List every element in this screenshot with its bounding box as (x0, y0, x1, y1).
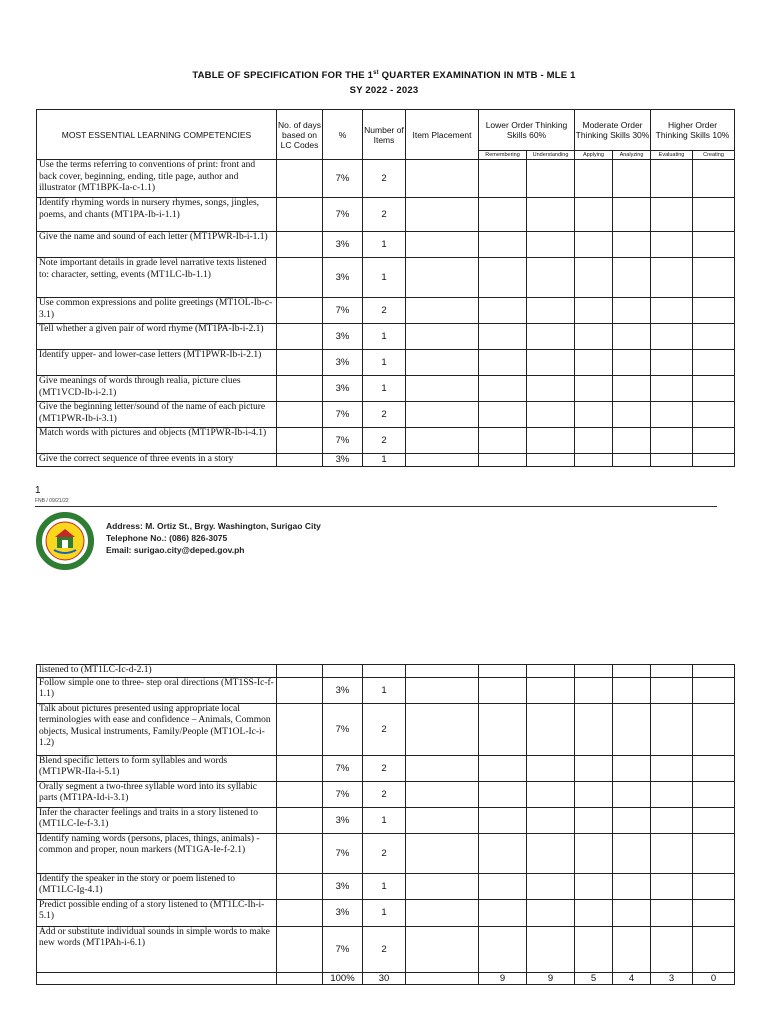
items-cell: 1 (363, 677, 406, 703)
skill-cell (613, 454, 651, 467)
percent-cell: 7% (323, 926, 363, 972)
skill-cell (693, 677, 735, 703)
skill-cell (613, 428, 651, 454)
skill-cell (527, 873, 575, 899)
competency-text: Give the name and sound of each letter (MT1PWR-Ib-i-1.1) (37, 232, 277, 258)
skill-cell (613, 781, 651, 807)
header-applying: Applying (575, 151, 613, 160)
total-skill-count: 4 (613, 972, 651, 984)
skill-cell (527, 298, 575, 324)
items-cell: 2 (363, 402, 406, 428)
competency-text: Tell whether a given pair of word rhyme (MT1PA-Ib-i-2.1) (37, 324, 277, 350)
skill-cell (575, 755, 613, 781)
skill-cell (575, 926, 613, 972)
skill-cell (651, 899, 693, 926)
footer-divider (35, 506, 717, 507)
skill-cell (527, 232, 575, 258)
skill-cell (575, 258, 613, 298)
skill-cell (479, 755, 527, 781)
skill-cell (575, 665, 613, 678)
totals-days-cell (277, 972, 323, 984)
placement-cell (406, 926, 479, 972)
competency-text: Talk about pictures presented using appropriate local terminologies with ease and confidence – Animals, Common objects, Musical instruments, Family/People (MT1OL-Ic-i-1.2) (37, 703, 277, 755)
skill-cell (527, 402, 575, 428)
competency-text: Identify the speaker in the story or poem listened to (MT1LC-Ig-4.1) (37, 873, 277, 899)
placement-cell (406, 899, 479, 926)
skill-cell (651, 160, 693, 198)
days-cell (277, 298, 323, 324)
percent-cell: 7% (323, 755, 363, 781)
totals-row (37, 972, 735, 984)
skill-cell (613, 324, 651, 350)
skill-cell (527, 428, 575, 454)
document-code: FNB / 09/21/22 (35, 498, 69, 504)
items-cell: 1 (363, 324, 406, 350)
percent-cell: 7% (323, 833, 363, 873)
competency-text: Orally segment a two-three syllable word into its syllabic parts (MT1PA-Id-i-3.1) (37, 781, 277, 807)
skill-cell (527, 926, 575, 972)
header-items: Number of Items (363, 110, 406, 160)
office-email: Email: surigao.city@deped.gov.ph (106, 545, 245, 555)
header-lots: Lower Order Thinking Skills 60% (479, 110, 575, 151)
competency-text: Use the terms referring to conventions of print: front and back cover, beginning, ending, title page, author and illustrator (MT1BPK-Ia-c-1.1) (37, 160, 277, 198)
skill-cell (651, 324, 693, 350)
skill-cell (575, 160, 613, 198)
competency-text: Identify naming words (persons, places, things, animals) - common and proper, noun markers (MT1GA-Ie-f-2.1) (37, 833, 277, 873)
skill-cell (527, 755, 575, 781)
skill-cell (527, 807, 575, 833)
table-row (37, 781, 735, 807)
items-cell: 1 (363, 454, 406, 467)
skill-cell (527, 703, 575, 755)
table-row (37, 833, 735, 873)
placement-cell (406, 198, 479, 232)
specification-table-page1 (36, 109, 735, 467)
placement-cell (406, 402, 479, 428)
skill-cell (613, 926, 651, 972)
skill-cell (575, 232, 613, 258)
items-cell: 1 (363, 873, 406, 899)
skill-cell (651, 258, 693, 298)
placement-cell (406, 807, 479, 833)
skill-cell (479, 781, 527, 807)
days-cell (277, 665, 323, 678)
header-days: No. of days based on LC Codes (277, 110, 323, 160)
items-cell: 2 (363, 298, 406, 324)
skill-cell (693, 232, 735, 258)
days-cell (277, 899, 323, 926)
items-cell: 2 (363, 926, 406, 972)
total-percent: 100% (323, 972, 363, 984)
competency-text: Note important details in grade level narrative texts listened to: character, setting, events (MT1LC-Ib-1.1) (37, 258, 277, 298)
skill-cell (479, 677, 527, 703)
total-items: 30 (363, 972, 406, 984)
specification-table-page2 (36, 664, 735, 985)
percent-cell: 7% (323, 781, 363, 807)
skill-cell (613, 298, 651, 324)
skill-cell (613, 755, 651, 781)
items-cell: 2 (363, 781, 406, 807)
skill-cell (527, 454, 575, 467)
total-skill-count: 3 (651, 972, 693, 984)
skill-cell (693, 350, 735, 376)
skill-cell (651, 665, 693, 678)
percent-cell: 3% (323, 677, 363, 703)
skill-cell (479, 376, 527, 402)
placement-cell (406, 755, 479, 781)
skill-cell (527, 376, 575, 402)
skill-cell (527, 899, 575, 926)
skill-cell (693, 899, 735, 926)
skill-cell (651, 232, 693, 258)
skill-cell (479, 160, 527, 198)
table-row (37, 428, 735, 454)
header-creating: Creating (693, 151, 735, 160)
table-row (37, 298, 735, 324)
percent-cell: 3% (323, 807, 363, 833)
percent-cell: 3% (323, 232, 363, 258)
competency-text: Blend specific letters to form syllables and words (MT1PWR-IIa-i-5.1) (37, 755, 277, 781)
placement-cell (406, 873, 479, 899)
skill-cell (527, 198, 575, 232)
competency-text: Identify rhyming words in nursery rhymes, songs, jingles, poems, and chants (MT1PA-Ib-i-1.1) (37, 198, 277, 232)
skill-cell (651, 376, 693, 402)
percent-cell: 7% (323, 402, 363, 428)
days-cell (277, 454, 323, 467)
skill-cell (613, 350, 651, 376)
skill-cell (693, 324, 735, 350)
header-understanding: Understanding (527, 151, 575, 160)
percent-cell: 7% (323, 298, 363, 324)
table-row (37, 454, 735, 467)
skill-cell (575, 807, 613, 833)
skill-cell (527, 833, 575, 873)
table-row (37, 899, 735, 926)
table-row (37, 232, 735, 258)
skill-cell (693, 833, 735, 873)
items-cell: 1 (363, 350, 406, 376)
days-cell (277, 755, 323, 781)
competency-text: Give the correct sequence of three events in a story (37, 454, 277, 467)
days-cell (277, 781, 323, 807)
items-cell: 1 (363, 899, 406, 926)
skill-cell (575, 833, 613, 873)
skill-cell (693, 298, 735, 324)
header-hots: Higher Order Thinking Skills 10% (651, 110, 735, 151)
days-cell (277, 350, 323, 376)
document-title: TABLE OF SPECIFICATION FOR THE 1st QUARTER EXAMINATION IN MTB - MLE 1 (192, 70, 576, 82)
skill-cell (693, 873, 735, 899)
percent-cell: 3% (323, 454, 363, 467)
items-cell: 2 (363, 198, 406, 232)
skill-cell (575, 376, 613, 402)
table-row (37, 198, 735, 232)
skill-cell (479, 665, 527, 678)
total-skill-count: 9 (479, 972, 527, 984)
header-remembering: Remembering (479, 151, 527, 160)
header-evaluating: Evaluating (651, 151, 693, 160)
competency-text: Identify upper- and lower-case letters (MT1PWR-Ib-i-2.1) (37, 350, 277, 376)
table-row (37, 807, 735, 833)
skill-cell (479, 198, 527, 232)
skill-cell (479, 324, 527, 350)
days-cell (277, 428, 323, 454)
skill-cell (527, 324, 575, 350)
skill-cell (613, 258, 651, 298)
skill-cell (575, 298, 613, 324)
skill-cell (479, 402, 527, 428)
items-cell: 2 (363, 833, 406, 873)
percent-cell: 3% (323, 350, 363, 376)
total-skill-count: 9 (527, 972, 575, 984)
placement-cell (406, 703, 479, 755)
items-cell: 1 (363, 258, 406, 298)
skill-cell (651, 350, 693, 376)
skill-cell (479, 899, 527, 926)
days-cell (277, 807, 323, 833)
days-cell (277, 376, 323, 402)
placement-cell (406, 677, 479, 703)
skill-cell (613, 873, 651, 899)
skill-cell (693, 402, 735, 428)
skill-cell (575, 350, 613, 376)
skill-cell (651, 807, 693, 833)
table-row (37, 755, 735, 781)
skill-cell (693, 665, 735, 678)
percent-cell: 3% (323, 324, 363, 350)
skill-cell (693, 454, 735, 467)
competency-text: Match words with pictures and objects (MT1PWR-Ib-i-4.1) (37, 428, 277, 454)
skill-cell (651, 926, 693, 972)
page-number: 1 (35, 485, 41, 496)
competency-text: Predict possible ending of a story listened to (MT1LC-Ih-i-5.1) (37, 899, 277, 926)
skill-cell (527, 350, 575, 376)
items-cell (363, 665, 406, 678)
skill-cell (479, 454, 527, 467)
percent-cell: 3% (323, 873, 363, 899)
items-cell: 1 (363, 376, 406, 402)
days-cell (277, 703, 323, 755)
table-row (37, 376, 735, 402)
skill-cell (613, 899, 651, 926)
table-row (37, 350, 735, 376)
skill-cell (527, 781, 575, 807)
items-cell: 2 (363, 160, 406, 198)
total-skill-count: 0 (693, 972, 735, 984)
placement-cell (406, 665, 479, 678)
table-row (37, 160, 735, 198)
skill-cell (613, 833, 651, 873)
skill-cell (479, 873, 527, 899)
skill-cell (651, 198, 693, 232)
skill-cell (651, 402, 693, 428)
skill-cell (651, 781, 693, 807)
placement-cell (406, 454, 479, 467)
table-row (37, 926, 735, 972)
skill-cell (575, 402, 613, 428)
percent-cell: 3% (323, 899, 363, 926)
competency-text: Infer the character feelings and traits in a story listened to (MT1LC-Ie-f-3.1) (37, 807, 277, 833)
skill-cell (479, 232, 527, 258)
skill-cell (651, 298, 693, 324)
skill-cell (527, 677, 575, 703)
placement-cell (406, 258, 479, 298)
competency-text: Follow simple one to three- step oral directions (MT1SS-Ic-f-1.1) (37, 677, 277, 703)
skill-cell (613, 703, 651, 755)
skill-cell (479, 350, 527, 376)
skill-cell (575, 324, 613, 350)
skill-cell (575, 677, 613, 703)
days-cell (277, 198, 323, 232)
placement-cell (406, 232, 479, 258)
skill-cell (527, 160, 575, 198)
skill-cell (575, 873, 613, 899)
division-seal-icon (36, 512, 94, 570)
placement-cell (406, 298, 479, 324)
skill-cell (527, 665, 575, 678)
skill-cell (575, 781, 613, 807)
skill-cell (693, 926, 735, 972)
skill-cell (651, 677, 693, 703)
days-cell (277, 232, 323, 258)
days-cell (277, 833, 323, 873)
skill-cell (613, 807, 651, 833)
school-year: SY 2022 - 2023 (349, 85, 419, 96)
skill-cell (479, 703, 527, 755)
table-row (37, 665, 735, 678)
skill-cell (651, 428, 693, 454)
percent-cell: 7% (323, 198, 363, 232)
skill-cell (575, 703, 613, 755)
skill-cell (651, 454, 693, 467)
percent-cell: 3% (323, 258, 363, 298)
items-cell: 2 (363, 428, 406, 454)
items-cell: 1 (363, 807, 406, 833)
placement-cell (406, 376, 479, 402)
header-placement: Item Placement (406, 110, 479, 160)
skill-cell (693, 160, 735, 198)
skill-cell (651, 703, 693, 755)
skill-cell (479, 833, 527, 873)
competency-text: Add or substitute individual sounds in simple words to make new words (MT1PAh-i-6.1) (37, 926, 277, 972)
skill-cell (613, 232, 651, 258)
office-address: Address: M. Ortiz St., Brgy. Washington, Surigao City (106, 521, 321, 531)
skill-cell (479, 428, 527, 454)
table-row (37, 402, 735, 428)
skill-cell (575, 454, 613, 467)
skill-cell (479, 298, 527, 324)
placement-cell (406, 833, 479, 873)
skill-cell (693, 428, 735, 454)
skill-cell (651, 833, 693, 873)
skill-cell (613, 160, 651, 198)
skill-cell (613, 376, 651, 402)
items-cell: 2 (363, 703, 406, 755)
competency-text: Give the beginning letter/sound of the name of each picture (MT1PWR-Ib-i-3.1) (37, 402, 277, 428)
table-row (37, 703, 735, 755)
days-cell (277, 324, 323, 350)
percent-cell: 3% (323, 376, 363, 402)
competency-text: Use common expressions and polite greetings (MT1OL-Ib-c-3.1) (37, 298, 277, 324)
placement-cell (406, 324, 479, 350)
skill-cell (693, 258, 735, 298)
header-percent: % (323, 110, 363, 160)
skill-cell (693, 376, 735, 402)
skill-cell (479, 258, 527, 298)
skill-cell (479, 807, 527, 833)
skill-cell (693, 703, 735, 755)
table-row (37, 258, 735, 298)
totals-placement-cell (406, 972, 479, 984)
placement-cell (406, 781, 479, 807)
days-cell (277, 160, 323, 198)
skill-cell (479, 926, 527, 972)
table-row (37, 324, 735, 350)
skill-cell (651, 755, 693, 781)
percent-cell: 7% (323, 160, 363, 198)
totals-label-cell (37, 972, 277, 984)
skill-cell (693, 198, 735, 232)
items-cell: 1 (363, 232, 406, 258)
percent-cell: 7% (323, 428, 363, 454)
skill-cell (613, 198, 651, 232)
skill-cell (693, 781, 735, 807)
competency-text: Give meanings of words through realia, picture clues (MT1VCD-Ib-i-2.1) (37, 376, 277, 402)
skill-cell (575, 899, 613, 926)
skill-cell (613, 402, 651, 428)
competency-text: listened to (MT1LC-Ic-d-2.1) (37, 665, 277, 678)
skill-cell (527, 258, 575, 298)
placement-cell (406, 428, 479, 454)
office-telephone: Telephone No.: (086) 826-3075 (106, 533, 228, 543)
skill-cell (693, 755, 735, 781)
percent-cell: 7% (323, 703, 363, 755)
days-cell (277, 402, 323, 428)
skill-cell (693, 807, 735, 833)
header-analyzing: Analyzing (613, 151, 651, 160)
header-competencies: MOST ESSENTIAL LEARNING COMPETENCIES (37, 110, 277, 160)
items-cell: 2 (363, 755, 406, 781)
days-cell (277, 258, 323, 298)
header-mots: Moderate Order Thinking Skills 30% (575, 110, 651, 151)
skill-cell (575, 198, 613, 232)
days-cell (277, 926, 323, 972)
skill-cell (651, 873, 693, 899)
placement-cell (406, 160, 479, 198)
percent-cell (323, 665, 363, 678)
days-cell (277, 677, 323, 703)
days-cell (277, 873, 323, 899)
table-row (37, 873, 735, 899)
skill-cell (575, 428, 613, 454)
skill-cell (613, 665, 651, 678)
table-row (37, 677, 735, 703)
placement-cell (406, 350, 479, 376)
skill-cell (613, 677, 651, 703)
total-skill-count: 5 (575, 972, 613, 984)
